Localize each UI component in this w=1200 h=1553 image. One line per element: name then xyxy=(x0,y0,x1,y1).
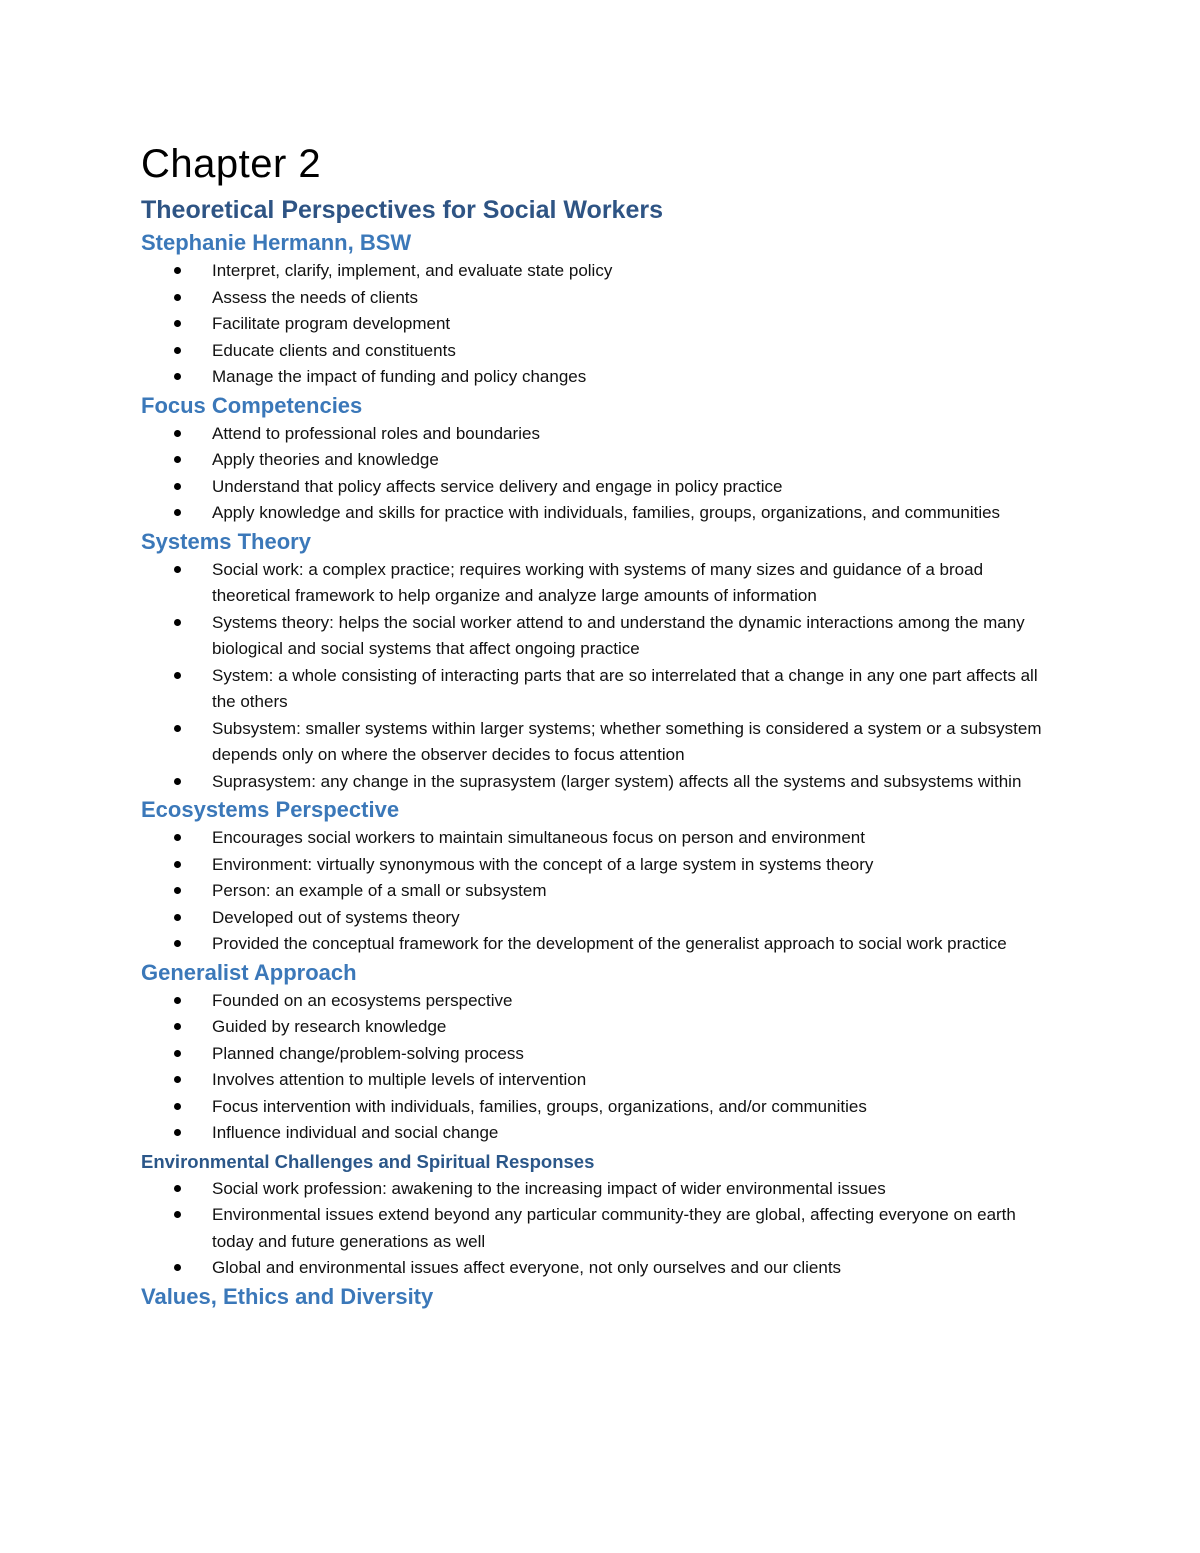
list-item-text: Attend to professional roles and boundaries xyxy=(212,423,540,443)
bullet-icon xyxy=(174,430,181,437)
bullet-icon xyxy=(174,1129,181,1136)
bullet-icon xyxy=(174,1023,181,1030)
bullet-list xyxy=(141,1176,1061,1282)
list-item-text: Systems theory: helps the social worker attend to and understand the dynamic interactions among the many biological and social systems that affect ongoing practice xyxy=(212,612,1025,658)
bullet-icon xyxy=(174,887,181,894)
bullet-icon xyxy=(174,294,181,301)
section-heading: Values, Ethics and Diversity xyxy=(141,1283,434,1309)
list-item-text: Involves attention to multiple levels of intervention xyxy=(212,1070,587,1089)
list-item-text: Manage the impact of funding and policy changes xyxy=(212,367,587,386)
section-heading: Systems Theory xyxy=(141,528,311,554)
list-item xyxy=(141,610,1061,663)
list-item-text: Interpret, clarify, implement, and evaluate state policy xyxy=(212,261,613,280)
list-item xyxy=(141,1067,1061,1094)
list-item xyxy=(141,285,1061,312)
list-item xyxy=(141,988,1061,1015)
list-item xyxy=(141,825,1061,852)
section-heading: Ecosystems Perspective xyxy=(141,797,400,822)
section-values-ethics-diversity xyxy=(141,1282,1061,1312)
bullet-icon xyxy=(174,997,181,1004)
bullet-icon xyxy=(174,1211,181,1218)
bullet-icon xyxy=(174,1185,181,1192)
section-focus-competencies xyxy=(141,391,1061,527)
list-item-text: Suprasystem: any change in the suprasystem (larger system) affects all the systems and subsystems within xyxy=(212,771,1022,791)
bullet-icon xyxy=(174,834,181,841)
list-item xyxy=(141,905,1061,932)
bullet-list xyxy=(141,988,1061,1147)
bullet-icon xyxy=(174,1264,181,1271)
bullet-list xyxy=(141,825,1061,958)
section-ecosystems-perspective xyxy=(141,795,1061,958)
bullet-icon xyxy=(174,914,181,921)
list-item-text: Influence individual and social change xyxy=(212,1123,499,1142)
list-item xyxy=(141,1094,1061,1121)
list-item xyxy=(141,447,1061,474)
list-item xyxy=(141,931,1061,958)
list-item xyxy=(141,258,1061,285)
list-item xyxy=(141,663,1061,716)
bullet-icon xyxy=(174,1050,181,1057)
list-item xyxy=(141,1041,1061,1068)
list-item xyxy=(141,338,1061,365)
bullet-icon xyxy=(174,672,181,679)
list-item-text: Subsystem: smaller systems within larger systems; whether something is considered a system or a subsystem depends only on where the observer decides to focus attention xyxy=(212,718,1042,764)
list-item-text: Educate clients and constituents xyxy=(212,340,456,360)
list-item xyxy=(141,474,1061,501)
bullet-list xyxy=(141,557,1061,796)
bullet-icon xyxy=(174,1076,181,1083)
list-item xyxy=(141,500,1061,527)
list-item-text: Understand that policy affects service delivery and engage in policy practice xyxy=(212,476,783,496)
list-item xyxy=(141,769,1061,796)
list-item xyxy=(141,1202,1061,1255)
bullet-icon xyxy=(174,347,181,354)
bullet-icon xyxy=(174,320,181,327)
list-item-text: Social work: a complex practice; requires working with systems of many sizes and guidance of a broad theoretical framework to help organize and analyze large amounts of information xyxy=(212,559,984,605)
bullet-icon xyxy=(174,778,181,785)
list-item xyxy=(141,557,1061,610)
bullet-list xyxy=(141,421,1061,527)
list-item xyxy=(141,852,1061,879)
list-item xyxy=(141,878,1061,905)
list-item-text: Focus intervention with individuals, families, groups, organizations, and/or communities xyxy=(212,1096,867,1116)
bullet-icon xyxy=(174,940,181,947)
list-item xyxy=(141,1255,1061,1282)
section-heading: Generalist Approach xyxy=(141,959,357,985)
bullet-icon xyxy=(174,483,181,490)
bullet-icon xyxy=(174,456,181,463)
list-item-text: Developed out of systems theory xyxy=(212,907,460,927)
list-item xyxy=(141,1014,1061,1041)
bullet-icon xyxy=(174,267,181,274)
list-item-text: Apply theories and knowledge xyxy=(212,450,439,469)
bullet-icon xyxy=(174,1103,181,1110)
list-item xyxy=(141,364,1061,391)
chapter-subtitle: Theoretical Perspectives for Social Workers xyxy=(141,196,663,224)
list-item xyxy=(141,311,1061,338)
list-item-text: Facilitate program development xyxy=(212,314,451,333)
list-item xyxy=(141,1176,1061,1203)
list-item-text: Environmental issues extend beyond any particular community-they are global, affecting everyone on earth today and future generations as well xyxy=(212,1205,1016,1251)
section-heading: Environmental Challenges and Spiritual Responses xyxy=(141,1150,595,1172)
bullet-list xyxy=(141,258,1061,391)
section-generalist-approach xyxy=(141,958,1061,1147)
bullet-icon xyxy=(174,373,181,380)
document-page xyxy=(141,138,1061,1312)
section-systems-theory xyxy=(141,527,1061,796)
list-item-text: Provided the conceptual framework for the development of the generalist approach to social work practice xyxy=(212,934,1007,953)
list-item xyxy=(141,421,1061,448)
bullet-icon xyxy=(174,566,181,573)
list-item-text: Encourages social workers to maintain simultaneous focus on person and environment xyxy=(212,828,865,847)
section-heading: Stephanie Hermann, BSW xyxy=(141,230,412,255)
bullet-icon xyxy=(174,725,181,732)
list-item xyxy=(141,1120,1061,1147)
list-item-text: Global and environmental issues affect everyone, not only ourselves and our clients xyxy=(212,1258,842,1277)
list-item-text: Apply knowledge and skills for practice with individuals, families, groups, organizations, and communities xyxy=(212,503,1001,522)
chapter-title: Chapter 2 xyxy=(141,142,322,186)
list-item-text: Social work profession: awakening to the increasing impact of wider environmental issues xyxy=(212,1178,886,1198)
list-item-text: Environment: virtually synonymous with the concept of a large system in systems theory xyxy=(212,854,874,874)
bullet-icon xyxy=(174,509,181,516)
list-item-text: Founded on an ecosystems perspective xyxy=(212,990,513,1010)
bullet-icon xyxy=(174,619,181,626)
section-environmental-challenges xyxy=(141,1148,1061,1282)
section-stephanie-hermann xyxy=(141,228,1061,391)
list-item-text: Planned change/problem-solving process xyxy=(212,1043,524,1063)
bullet-icon xyxy=(174,861,181,868)
list-item-text: System: a whole consisting of interacting parts that are so interrelated that a change in any one part affects all the others xyxy=(212,665,1038,711)
list-item-text: Person: an example of a small or subsystem xyxy=(212,881,547,900)
section-heading: Focus Competencies xyxy=(141,392,363,418)
list-item-text: Guided by research knowledge xyxy=(212,1017,447,1036)
list-item-text: Assess the needs of clients xyxy=(212,287,419,307)
list-item xyxy=(141,716,1061,769)
